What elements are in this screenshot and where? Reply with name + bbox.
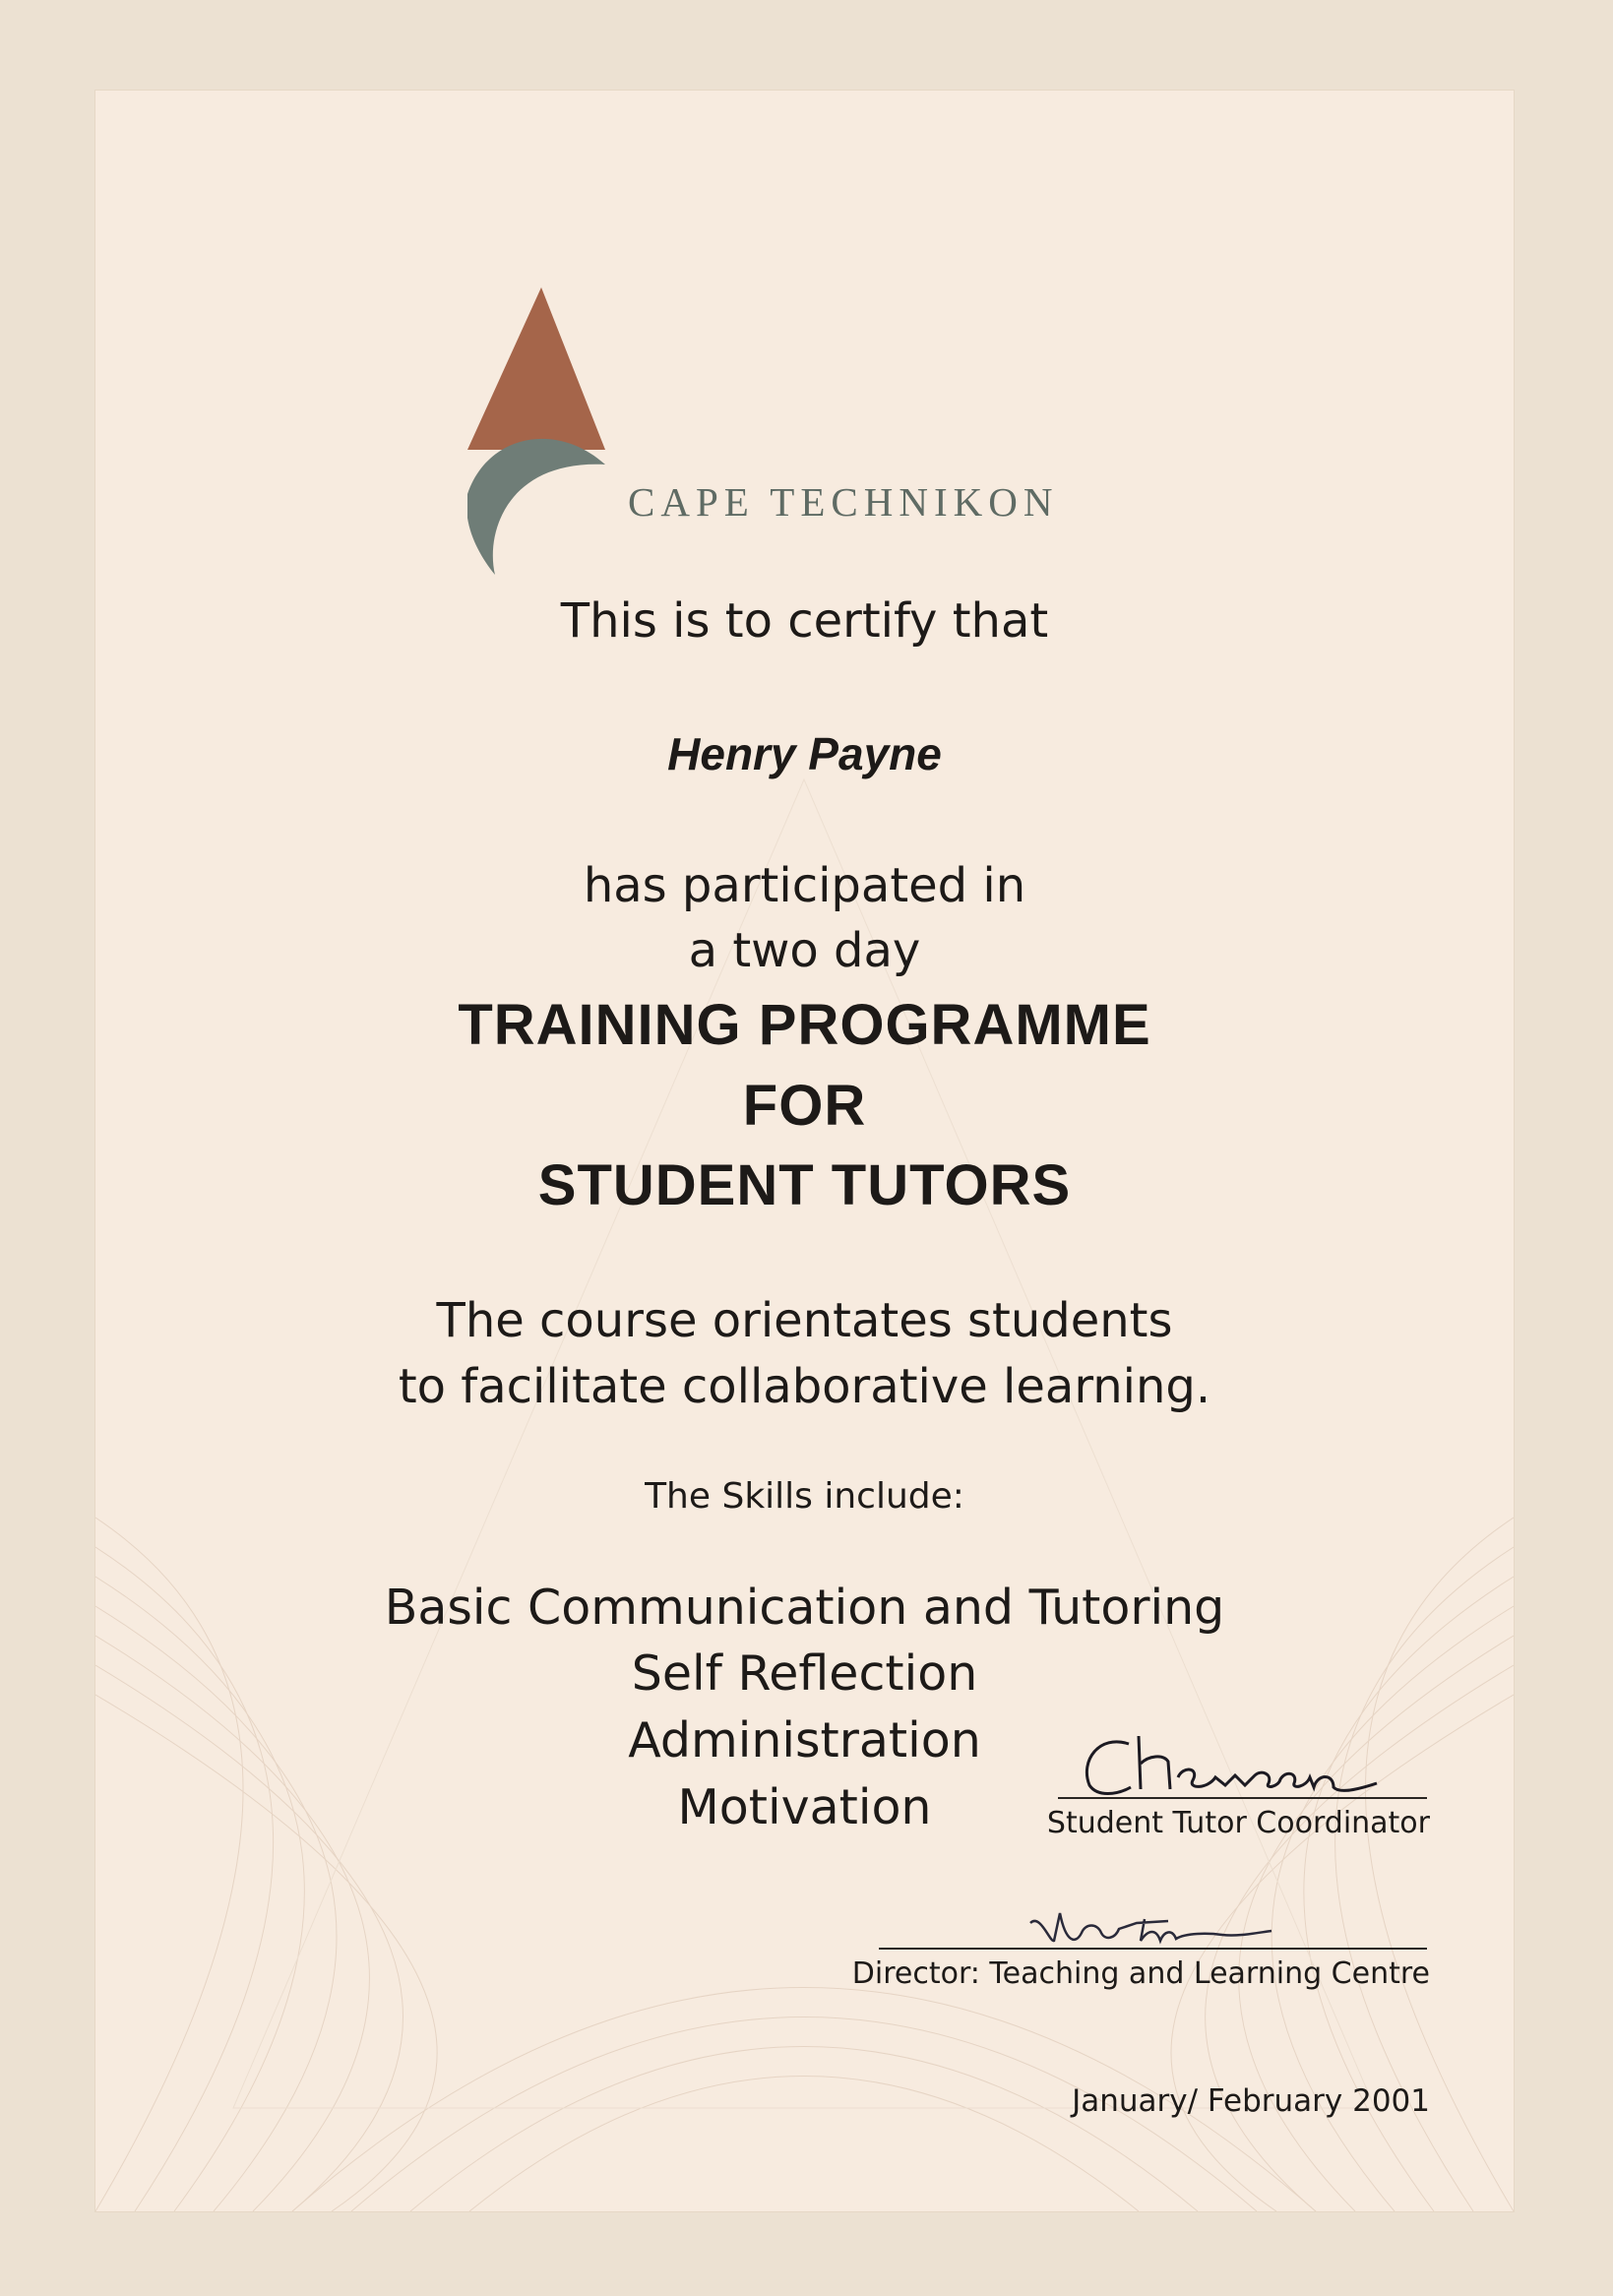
certificate-sheet <box>95 91 1514 2211</box>
signature-line <box>879 1948 1427 1950</box>
certify-intro: This is to certify that <box>560 593 1049 649</box>
signature-line <box>1058 1797 1427 1799</box>
director-title: Director: Teaching and Learning Centre <box>851 1956 1430 1991</box>
skill-item: Self Reflection <box>631 1645 978 1702</box>
participation-line-1: has participated in <box>583 858 1026 913</box>
director-signature <box>1021 1893 1335 1953</box>
coordinator-signature <box>1070 1726 1395 1805</box>
recipient-name: Henry Payne <box>667 728 942 779</box>
programme-title-line-3: STUDENT TUTORS <box>537 1153 1072 1217</box>
programme-title-line-1: TRAINING PROGRAMME <box>458 993 1151 1057</box>
participation-line-2: a two day <box>688 923 921 978</box>
coordinator-title: Student Tutor Coordinator <box>1046 1806 1430 1840</box>
course-description-line-2: to facilitate collaborative learning. <box>398 1359 1211 1414</box>
institution-name: CAPE TECHNIKON <box>628 479 1059 525</box>
programme-title-line-2: FOR <box>742 1074 867 1138</box>
cape-technikon-logo-icon <box>467 287 615 583</box>
skills-heading: The Skills include: <box>645 1476 964 1517</box>
course-description-line-1: The course orientates students <box>436 1293 1173 1348</box>
skill-item: Administration <box>628 1712 981 1769</box>
skill-item: Motivation <box>677 1779 932 1835</box>
skill-item: Basic Communication and Tutoring <box>384 1580 1225 1636</box>
certificate-date: January/ February 2001 <box>1072 2083 1430 2119</box>
